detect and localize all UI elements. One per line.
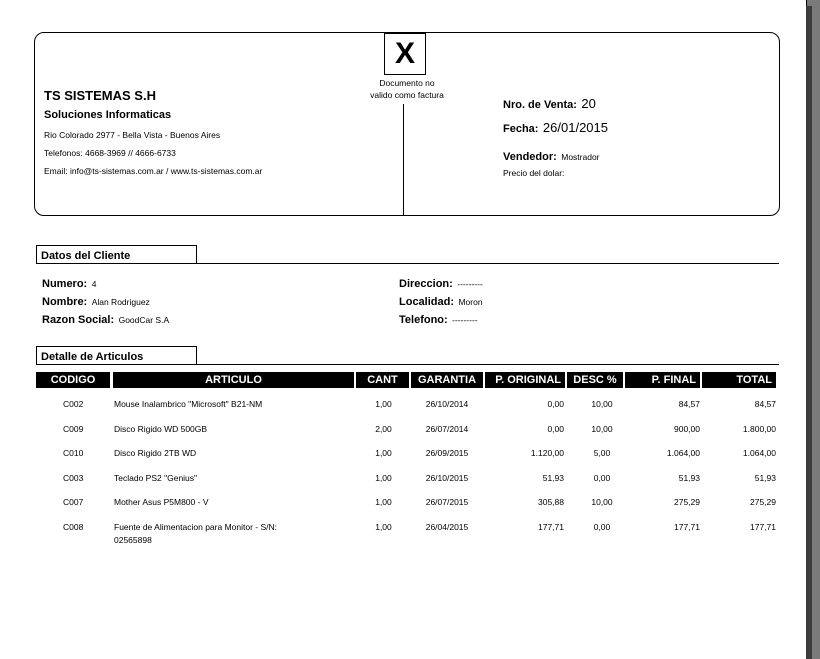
- doc-type-caption-line2: valido como factura: [370, 90, 444, 100]
- cell-article: Mouse Inalambrico "Microsoft" B21-NM: [114, 399, 263, 409]
- client-phone-row: [399, 310, 478, 328]
- header-desc: DESC %: [567, 372, 623, 388]
- client-address-row: [399, 274, 483, 292]
- seller-row: [503, 147, 600, 165]
- dollar-price-label: Precio del dolar:: [503, 168, 565, 178]
- table-header: [36, 372, 776, 388]
- client-number-label: Numero:: [42, 278, 88, 290]
- header-articulo: ARTICULO: [113, 372, 354, 388]
- client-number: 4: [91, 279, 97, 289]
- articles-section-line: [36, 364, 779, 365]
- client-address: ---------: [457, 279, 483, 289]
- cell-final-price: 1.064,00: [666, 448, 700, 458]
- cell-qty: 1,00: [375, 497, 392, 507]
- cell-article: Disco Rigido WD 500GB: [114, 424, 208, 434]
- header-codigo: CODIGO: [36, 372, 110, 388]
- cell-article: Mother Asus P5M800 - V: [114, 497, 209, 507]
- cell-total: 275,29: [750, 497, 776, 507]
- cell-code: C003: [63, 473, 84, 483]
- cell-article: Fuente de Alimentacion para Monitor - S/N: 02565898: [114, 522, 277, 545]
- header-total: TOTAL: [702, 372, 776, 388]
- cell-final-price: 900,00: [674, 424, 700, 434]
- seller-value: Mostrador: [561, 152, 600, 162]
- cell-qty: 1,00: [375, 473, 392, 483]
- client-company-row: [42, 310, 169, 328]
- cell-final-price: 275,29: [674, 497, 700, 507]
- client-number-row: [42, 274, 96, 292]
- client-phone-label: Telefono:: [399, 314, 448, 326]
- cell-warranty: 26/07/2014: [425, 424, 469, 434]
- cell-original-price: 0,00: [547, 424, 564, 434]
- cell-code: C008: [63, 522, 84, 532]
- articles-section-title: Detalle de Articulos: [36, 346, 197, 364]
- company-phones: Telefonos: 4668-3969 // 4666-6733: [44, 148, 176, 158]
- cell-warranty: 26/04/2015: [425, 522, 469, 532]
- client-name-label: Nombre:: [42, 296, 88, 308]
- cell-total: 1.800,00: [742, 424, 776, 434]
- client-company: GoodCar S.A: [118, 315, 170, 325]
- cell-total: 84,57: [754, 399, 776, 409]
- header-p-final: P. FINAL: [625, 372, 700, 388]
- cell-total: 1.064,00: [742, 448, 776, 458]
- cell-final-price: 177,71: [674, 522, 700, 532]
- cell-original-price: 0,00: [547, 399, 564, 409]
- header-garantia: GARANTIA: [411, 372, 483, 388]
- client-locality-row: [399, 292, 483, 310]
- company-address: Rio Colorado 2977 - Bella Vista - Buenos Aires: [44, 130, 221, 140]
- cell-original-price: 177,71: [538, 522, 564, 532]
- cell-qty: 1,00: [375, 522, 392, 532]
- client-section-line: [36, 263, 779, 264]
- company-subtitle: Soluciones Informaticas: [44, 109, 172, 121]
- company-email: Email: info@ts-sistemas.com.ar / www.ts-sistemas.com.ar: [44, 166, 263, 176]
- cell-original-price: 51,93: [542, 473, 564, 483]
- cell-qty: 1,00: [375, 448, 392, 458]
- doc-type-letter: X: [384, 33, 426, 75]
- header-divider: [403, 104, 404, 215]
- cell-warranty: 26/10/2015: [425, 473, 469, 483]
- sale-number: 20: [581, 96, 596, 111]
- cell-warranty: 26/09/2015: [425, 448, 469, 458]
- cell-discount: 10,00: [591, 399, 613, 409]
- cell-final-price: 84,57: [678, 399, 700, 409]
- client-name: Alan Rodriguez: [91, 297, 150, 307]
- client-name-row: [42, 292, 150, 310]
- sale-date-label: Fecha:: [503, 123, 539, 135]
- cell-total: 177,71: [750, 522, 776, 532]
- client-phone: ---------: [452, 315, 478, 325]
- cell-warranty: 26/10/2014: [425, 399, 469, 409]
- client-locality: Moron: [458, 297, 483, 307]
- cell-article: Disco Rigido 2TB WD: [114, 448, 197, 458]
- cell-qty: 2,00: [375, 424, 392, 434]
- cell-code: C002: [63, 399, 84, 409]
- client-section-title: Datos del Cliente: [36, 245, 197, 263]
- cell-total: 51,93: [754, 473, 776, 483]
- header-p-original: P. ORIGINAL: [485, 372, 565, 388]
- page-shadow: [806, 6, 812, 659]
- cell-code: C010: [63, 448, 84, 458]
- cell-original-price: 305,88: [538, 497, 564, 507]
- cell-code: C009: [63, 424, 84, 434]
- cell-discount: 10,00: [591, 497, 613, 507]
- client-address-label: Direccion:: [399, 278, 453, 290]
- header-cant: CANT: [356, 372, 409, 388]
- cell-discount: 0,00: [593, 473, 611, 483]
- client-locality-label: Localidad:: [399, 296, 455, 308]
- doc-type-caption-line1: Documento no: [379, 78, 435, 88]
- company-name: TS SISTEMAS S.H: [44, 88, 156, 103]
- cell-article: Teclado PS2 "Genius": [114, 473, 198, 483]
- sale-date-row: [503, 119, 608, 137]
- cell-original-price: 1.120,00: [530, 448, 564, 458]
- sale-date: 26/01/2015: [542, 120, 608, 135]
- sale-number-row: [503, 95, 596, 113]
- cell-final-price: 51,93: [678, 473, 700, 483]
- cell-discount: 5,00: [593, 448, 611, 458]
- cell-discount: 10,00: [591, 424, 613, 434]
- sale-number-label: Nro. de Venta:: [503, 99, 577, 111]
- cell-code: C007: [63, 497, 84, 507]
- client-company-label: Razon Social:: [42, 314, 115, 326]
- cell-warranty: 26/07/2015: [425, 497, 469, 507]
- seller-label: Vendedor:: [503, 151, 557, 163]
- cell-qty: 1,00: [375, 399, 392, 409]
- doc-type-caption: [355, 77, 459, 101]
- cell-discount: 0,00: [593, 522, 611, 532]
